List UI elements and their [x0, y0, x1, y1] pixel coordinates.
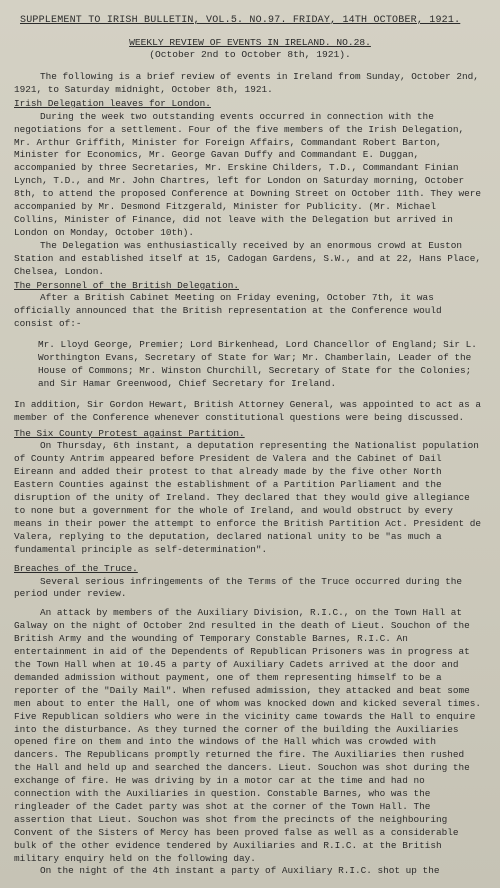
truce-paragraph-1: Several serious infringements of the Terms of the Truce occurred during the period under review.: [14, 575, 462, 600]
section-heading-personnel: The Personnel of the British Delegation.: [14, 279, 240, 291]
delegation-paragraph-2: The Delegation was enthusiastically received by an enormous crowd at Euston Station and established itself at 15, Cadogan Gardens, S.W., and at 22, Hans Place, Chelsea, London.: [14, 239, 481, 277]
personnel-paragraph-2: In addition, Sir Gordon Hewart, British Attorney General, was appointed to act as a member of the Conference whenever constitutional questions were being discussed.: [14, 398, 481, 423]
review-title: WEEKLY REVIEW OF EVENTS IN IRELAND. NO.28.: [129, 37, 371, 48]
section-heading-protest: The Six County Protest against Partition.: [14, 427, 245, 439]
protest-paragraph-1: On Thursday, 6th instant, a deputation representing the Nationalist population of County Antrim appeared before President de Valera and the Cabinet of Dail Eireann and added their protest to that already made by the five other North Eastern Counties against the establishment of a Partition Parliament and the disruption of the unity of Ireland. They declared that they would give allegiance to none but a government for the whole of Ireland, and would obstruct by every means in their power the attempt to enforce the British Partition Act. President de Valera, replying to the deputation, declared national unity to be "as much a fundamental principle as self-determination".: [14, 440, 481, 555]
personnel-list: Mr. Lloyd George, Premier; Lord Birkenhead, Lord Chancellor of England; Sir L. Worthington Evans, Secretary of State for War; Mr. Chamberlain, Leader of the House of Commons; Mr. Winston Churchill, Secretary of State for the Colonies; and Sir Hamar Greenwood, Chief Secretary for Ireland.: [38, 339, 477, 389]
truce-paragraph-3: On the night of the 4th instant a party of Auxiliary R.I.C. shot up the: [40, 865, 440, 877]
delegation-paragraph-1: During the week two outstanding events occurred in connection with the negotiations for a settlement. Four of the five members of the Irish Delegation, Mr. Arthur Griffith, Minister for Foreign Affairs, Commandant Robert Barton, Minister for Economics, Mr. George Gavan Duffy and Commandant E. Duggan, accompanied by three Secretaries, Mr. Erskine Childers, T.D., Commandant Finian Lynch, T.D., and Mr. John Chartres, left for London on Saturday morning, October 8th, to attend the proposed Conference at Downing Street on October 11th. They were accompanied by Mr. Desmond Fitzgerald, Minister for Publicity. (Mr. Michael Collins, Minister of Finance, did not leave with the Delegation but arrived in London on Monday, October 10th).: [14, 110, 481, 238]
bulletin-header: SUPPLEMENT TO IRISH BULLETIN, VOL.5. NO.97. FRIDAY, 14TH OCTOBER, 1921.: [20, 15, 461, 26]
intro-paragraph: The following is a brief review of events in Ireland from Sunday, October 2nd, 1921, to Saturday midnight, October 8th, 1921.: [14, 71, 479, 95]
personnel-paragraph-1: After a British Cabinet Meeting on Friday evening, October 7th, it was officially announced that the British representation at the Conference would consist of:-: [14, 292, 442, 330]
section-heading-delegation: Irish Delegation leaves for London.: [14, 97, 211, 109]
section-heading-truce: Breaches of the Truce.: [14, 562, 138, 574]
review-subtitle: (October 2nd to October 8th, 1921).: [149, 49, 351, 60]
truce-paragraph-2: An attack by members of the Auxiliary Division, R.I.C., on the Town Hall at Galway on the night of October 2nd resulted in the death of Lieut. Souchon of the British Army and the wounding of Temporary Constable Barnes, R.I.C. An entertainment in aid of the Dependents of Republican Prisoners was in progress at the Town Hall when at 10.45 a party of Auxiliary Cadets arrived at the door and demanded admission without payment, one of them representing himself to be a reporter of the "Daily Mail". When refused admission, they attacked and beat some men about to enter the Hall, one of whom was knocked down and kicked several times. Five Republican soldiers who were in the vicinity came towards the Hall to enquire into the disturbance. As they turned the corner of the building the Auxiliaries opened fire on them and into the windows of the Hall which was crowded with dancers. The Republicans promptly returned the fire. The Auxiliaries then rushed the Hall and held up and searched the dancers. Lieut. Souchon was shot during the exchange of fire. He was driving by in a motor car at the time and had no connection with the Auxiliaries in question. Constable Barnes, who was the ringleader of the Cadet party was shot at the corner of the Town Hall. The assertion that Lieut. Souchon was shot from the precincts of the neighbouring Convent of the Sisters of Mercy has been proved false as well as a considerable bulk of the other evidence tendered by Auxiliaries and R.I.C. at the British military enquiry held on the following day.: [14, 607, 481, 864]
